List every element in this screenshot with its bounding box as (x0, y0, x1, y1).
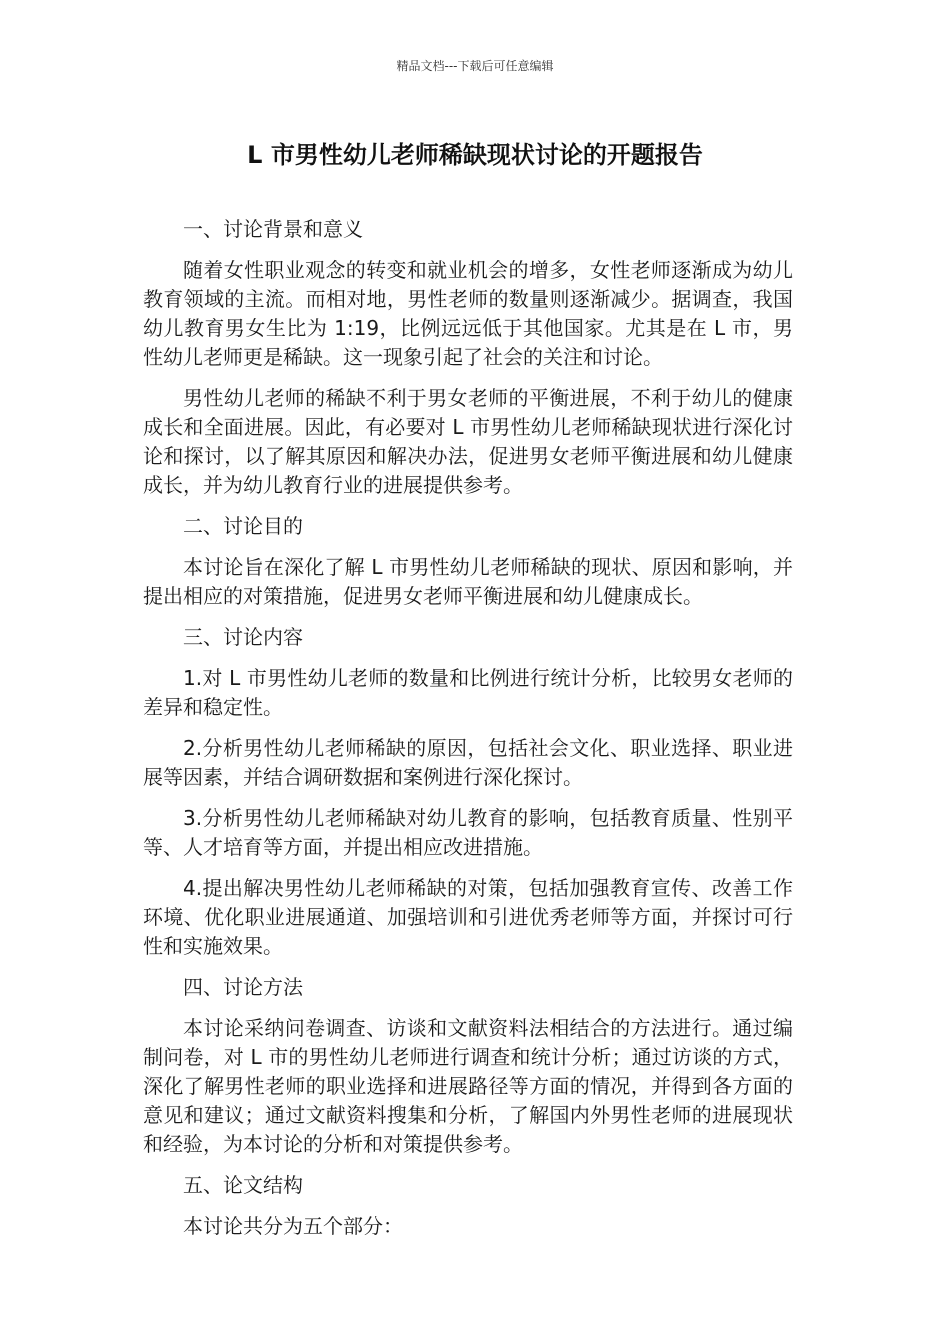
content-item-3: 3.分析男性幼儿老师稀缺对幼儿教育的影响，包括教育质量、性别平等、人才培育等方面，并提出相应改进措施。 (143, 806, 793, 859)
section-heading-background: 一、讨论背景和意义 (183, 217, 363, 241)
header-note: 精品文档---下载后可任意编辑 (396, 59, 554, 73)
content-item-1: 1.对 L 市男性幼儿老师的数量和比例进行统计分析，比较男女老师的差异和稳定性。 (143, 666, 793, 719)
section-heading-content: 三、讨论内容 (183, 625, 303, 649)
paragraph-background-1: 随着女性职业观念的转变和就业机会的增多，女性老师逐渐成为幼儿教育领域的主流。而相对地，男性老师的数量则逐渐减少。据调查，我国幼儿教育男女生比为 1:19，比例远远低于其他国家。尤其是在 L 市，男性幼儿老师更是稀缺。这一现象引起了社会的关注和讨论。 (143, 258, 793, 369)
content-item-2: 2.分析男性幼儿老师稀缺的原因，包括社会文化、职业选择、职业进展等因素，并结合调研数据和案例进行深化探讨。 (143, 736, 793, 789)
section-heading-method: 四、讨论方法 (183, 975, 303, 999)
section-heading-structure: 五、论文结构 (183, 1173, 303, 1197)
document-body (143, 215, 793, 1253)
paragraph-method: 本讨论采纳问卷调查、访谈和文献资料法相结合的方法进行。通过编制问卷，对 L 市的男性幼儿老师进行调查和统计分析；通过访谈的方式，深化了解男性老师的职业选择和进展路径等方面的情况，并得到各方面的意见和建议；通过文献资料搜集和分析，了解国内外男性老师的进展现状和经验，为本讨论的分析和对策提供参考。 (143, 1016, 793, 1156)
content-item-4: 4.提出解决男性幼儿老师稀缺的对策，包括加强教育宣传、改善工作环境、优化职业进展通道、加强培训和引进优秀老师等方面，并探讨可行性和实施效果。 (143, 876, 793, 958)
paragraph-purpose: 本讨论旨在深化了解 L 市男性幼儿老师稀缺的现状、原因和影响，并提出相应的对策措施，促进男女老师平衡进展和幼儿健康成长。 (143, 555, 793, 608)
paragraph-structure: 本讨论共分为五个部分： (183, 1214, 403, 1238)
document-title: L 市男性幼儿老师稀缺现状讨论的开题报告 (247, 141, 703, 169)
section-heading-purpose: 二、讨论目的 (183, 514, 303, 538)
paragraph-background-2: 男性幼儿老师的稀缺不利于男女老师的平衡进展，不利于幼儿的健康成长和全面进展。因此，有必要对 L 市男性幼儿老师稀缺现状进行深化讨论和探讨，以了解其原因和解决办法，促进男女老师平衡进展和幼儿健康成长，并为幼儿教育行业的进展提供参考。 (143, 386, 793, 497)
